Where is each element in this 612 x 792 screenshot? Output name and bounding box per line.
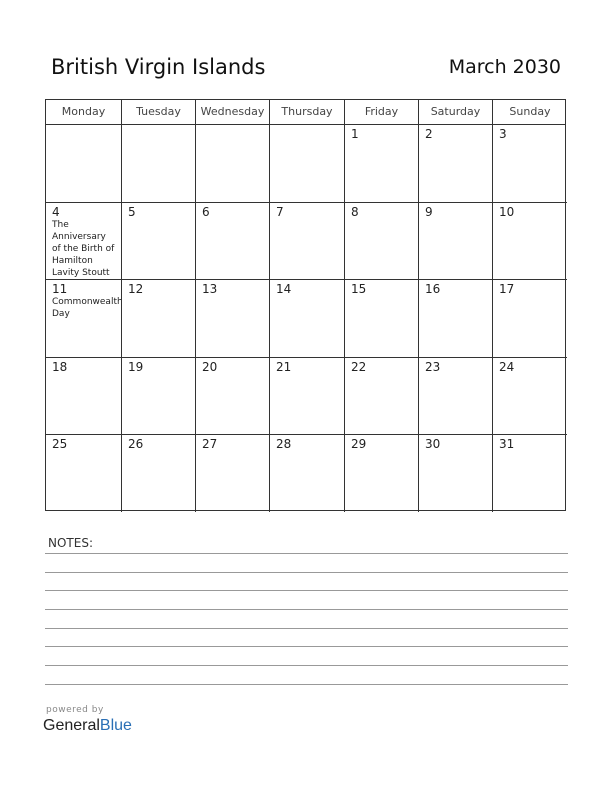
powered-by-text: powered by xyxy=(46,705,104,715)
day-cell xyxy=(492,202,567,279)
note-line xyxy=(45,590,568,591)
day-number: 24 xyxy=(499,360,515,374)
day-number: 13 xyxy=(202,282,218,296)
day-cell xyxy=(344,434,418,512)
note-line xyxy=(45,646,568,647)
day-number: 10 xyxy=(499,205,515,219)
note-line xyxy=(45,684,568,685)
day-cell xyxy=(121,202,195,279)
day-cell xyxy=(418,279,492,357)
day-number: 4 xyxy=(52,205,60,219)
day-cell xyxy=(344,279,418,357)
weekday-header-friday: Friday xyxy=(344,100,418,124)
weekday-header-monday: Monday xyxy=(61,105,106,118)
day-number: 22 xyxy=(351,360,367,374)
day-cell xyxy=(195,434,269,512)
note-line xyxy=(45,609,568,610)
day-number: 28 xyxy=(276,437,292,451)
day-number: 9 xyxy=(425,205,433,219)
generalblue-logo xyxy=(43,717,132,735)
day-number: 19 xyxy=(128,360,144,374)
day-number: 3 xyxy=(499,127,507,141)
day-cell xyxy=(418,202,492,279)
calendar-grid xyxy=(45,99,566,511)
day-cell xyxy=(269,202,344,279)
holiday-label: Commonwealth Day xyxy=(52,297,123,319)
note-line xyxy=(45,628,568,629)
day-number: 27 xyxy=(202,437,218,451)
note-line xyxy=(45,553,568,554)
notes-label: NOTES: xyxy=(48,536,93,550)
day-cell xyxy=(121,125,195,202)
day-cell xyxy=(269,279,344,357)
weekday-header-row xyxy=(46,100,565,125)
day-cell xyxy=(492,125,567,202)
day-cell xyxy=(269,357,344,434)
day-cell xyxy=(344,125,418,202)
day-cell xyxy=(46,357,121,434)
day-number: 18 xyxy=(52,360,68,374)
logo-blue: Blue xyxy=(99,717,132,734)
day-cell xyxy=(195,279,269,357)
calendar-title: British Virgin Islands xyxy=(51,55,266,79)
logo-general: General xyxy=(43,717,100,734)
day-cell xyxy=(121,357,195,434)
day-number: 8 xyxy=(351,205,359,219)
weekday-header-sunday: Sunday xyxy=(492,100,567,124)
day-cell xyxy=(344,202,418,279)
day-cell xyxy=(195,125,269,202)
day-cell xyxy=(121,434,195,512)
day-cell xyxy=(46,125,121,202)
day-number: 21 xyxy=(276,360,292,374)
calendar-month: March 2030 xyxy=(448,56,561,78)
note-line xyxy=(45,665,568,666)
day-number: 31 xyxy=(499,437,515,451)
day-cell xyxy=(492,279,567,357)
day-cell xyxy=(46,434,121,512)
weekday-header-tuesday: Tuesday xyxy=(121,100,195,124)
day-cell xyxy=(269,434,344,512)
day-number: 11 xyxy=(52,282,68,296)
day-number: 12 xyxy=(128,282,144,296)
weekday-header-saturday: Saturday xyxy=(418,100,492,124)
day-cell xyxy=(418,434,492,512)
day-cell xyxy=(121,279,195,357)
day-number: 5 xyxy=(128,205,136,219)
day-number: 25 xyxy=(52,437,68,451)
day-number: 15 xyxy=(351,282,367,296)
day-number: 7 xyxy=(276,205,284,219)
day-cell xyxy=(492,357,567,434)
day-cell xyxy=(269,125,344,202)
weekday-header-wednesday: Wednesday xyxy=(195,100,269,124)
day-number: 2 xyxy=(425,127,433,141)
day-number: 1 xyxy=(351,127,359,141)
day-cell xyxy=(418,125,492,202)
day-number: 26 xyxy=(128,437,144,451)
day-number: 23 xyxy=(425,360,441,374)
day-cell xyxy=(418,357,492,434)
day-number: 29 xyxy=(351,437,367,451)
day-cell xyxy=(46,202,121,279)
day-number: 14 xyxy=(276,282,292,296)
day-number: 16 xyxy=(425,282,441,296)
note-line xyxy=(45,572,568,573)
day-cell xyxy=(344,357,418,434)
day-cell xyxy=(46,279,121,357)
weekday-header-thursday: Thursday xyxy=(269,100,344,124)
day-cell xyxy=(195,357,269,434)
day-cell xyxy=(492,434,567,512)
day-cell xyxy=(195,202,269,279)
day-number: 20 xyxy=(202,360,218,374)
day-number: 6 xyxy=(202,205,210,219)
day-number: 30 xyxy=(425,437,441,451)
holiday-label: The Anniversary of the Birth of Hamilton Lavity Stoutt xyxy=(52,220,115,278)
day-number: 17 xyxy=(499,282,515,296)
